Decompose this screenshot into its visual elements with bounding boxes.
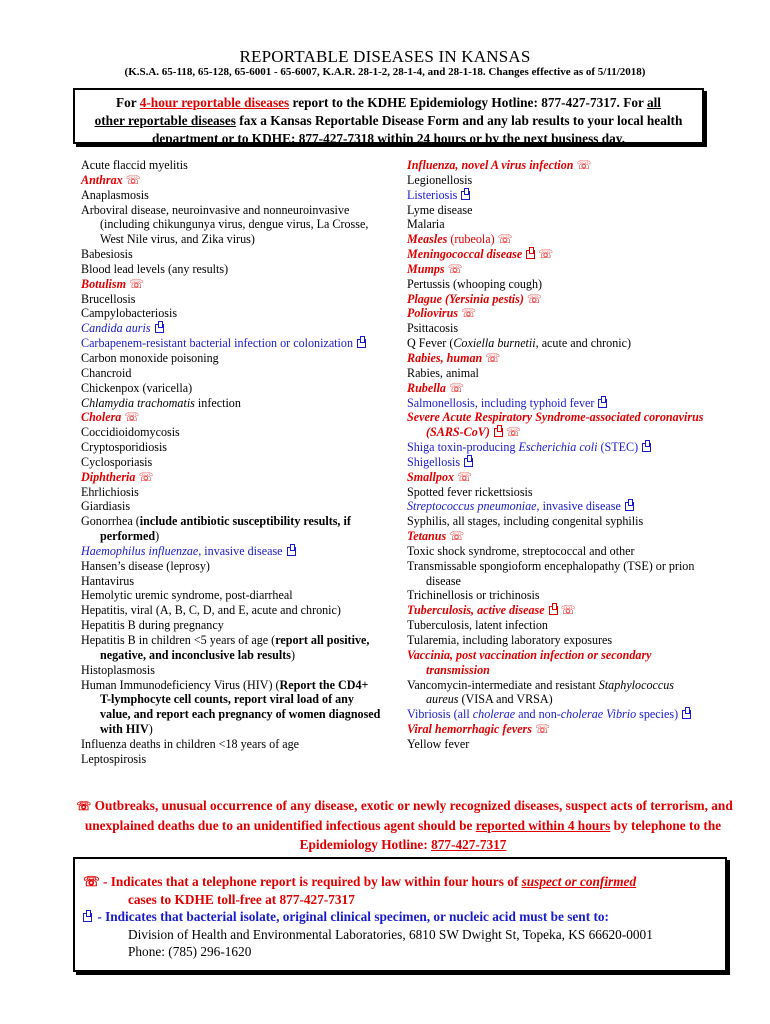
item-text: Escherichia coli — [518, 440, 598, 455]
item-text: Cryptosporidiosis — [81, 440, 168, 455]
item-text: Tularemia, including laboratory exposures — [407, 633, 613, 647]
item-text: Viral hemorrhagic fevers — [407, 722, 532, 737]
notice-all: all — [646, 95, 662, 110]
item-text: Chlamydia trachomatis — [81, 395, 195, 410]
telephone-icon: ☏ — [538, 247, 554, 262]
item-text: Staphylococcus aureus — [426, 677, 674, 707]
item-text: Anaplasmosis — [81, 187, 149, 202]
item-text: Haemophilus influenzae — [81, 543, 199, 558]
notice-text-2: report to the KDHE Epidemiology Hotline: 877-427-7317. For — [289, 95, 647, 110]
telephone-icon: ☏ — [534, 722, 550, 737]
list-item — [407, 455, 707, 470]
list-item — [81, 381, 381, 396]
item-text: Vaccinia, post vaccination infection or secondary transmission — [407, 647, 652, 677]
disease-list-column-2 — [407, 158, 707, 752]
list-item — [407, 559, 707, 589]
list-item — [407, 722, 707, 737]
item-text: (STEC) — [597, 440, 639, 455]
legend-lab-row — [83, 908, 717, 926]
notice-other-link: other reportable diseases — [94, 113, 236, 128]
lab-specimen-icon — [682, 710, 691, 719]
list-item — [407, 188, 707, 203]
list-item — [81, 396, 381, 411]
item-text: Legionellosis — [407, 172, 473, 187]
item-text: Hepatitis B during pregnancy — [81, 618, 224, 633]
disease-list-column-1 — [81, 158, 381, 767]
item-text: ) — [290, 647, 295, 662]
item-text: Poliovirus — [407, 306, 459, 321]
list-item — [81, 351, 381, 366]
telephone-icon: ☏ — [461, 306, 477, 321]
outbreak-notice — [73, 796, 733, 854]
list-item — [407, 514, 707, 529]
item-text: Leptospirosis — [81, 751, 147, 766]
list-item — [81, 737, 381, 752]
telephone-icon: ☏ — [576, 158, 592, 172]
item-text: Rubella — [407, 380, 446, 395]
legend-phone-number: Phone: (785) 296-1620 — [128, 944, 252, 959]
list-item — [407, 544, 707, 559]
item-text: Gonorrhea ( — [81, 514, 140, 529]
item-text: species) — [636, 707, 679, 722]
lab-specimen-icon — [598, 399, 607, 408]
item-text: Tuberculosis, latent infection — [407, 618, 548, 633]
telephone-icon: ☏ — [457, 469, 473, 484]
telephone-icon: ☏ — [83, 874, 100, 889]
item-text: Botulism — [81, 276, 127, 291]
list-item — [407, 306, 707, 321]
outbreak-reported: reported within 4 hours — [475, 818, 611, 833]
notice-text-1: For — [115, 95, 140, 110]
list-item — [81, 574, 381, 589]
list-item — [407, 603, 707, 618]
list-item — [407, 440, 707, 455]
item-text: Shiga toxin-producing — [407, 440, 519, 455]
list-item — [81, 618, 381, 633]
list-item — [407, 232, 707, 247]
telephone-icon: ☏ — [505, 425, 521, 440]
list-item — [407, 499, 707, 514]
outbreak-text: Outbreaks, unusual occurrence of any disease, exotic or newly recognized diseases, suspect acts of terrorism, and unexplained deaths due to an unidentified infectious agent should be — [84, 798, 733, 833]
lab-specimen-icon — [357, 339, 366, 348]
item-text: Psittacosis — [407, 321, 459, 336]
item-text: Streptococcus pneumoniae — [407, 499, 537, 514]
list-item — [407, 618, 707, 633]
item-text: Rabies, animal — [407, 365, 479, 380]
item-text: Tuberculosis, active disease — [407, 603, 545, 618]
item-text: Measles — [407, 232, 448, 247]
lab-specimen-icon — [155, 324, 164, 333]
lab-specimen-icon — [625, 502, 634, 511]
telephone-icon: ☏ — [497, 232, 513, 247]
telephone-icon: ☏ — [449, 529, 465, 544]
item-text: Campylobacteriosis — [81, 306, 178, 321]
list-item — [407, 633, 707, 648]
item-text: Lyme disease — [407, 202, 473, 217]
telephone-icon: ☏ — [138, 469, 154, 484]
item-text: , acute and chronic) — [535, 336, 631, 351]
item-text: Brucellosis — [81, 291, 136, 306]
list-item — [407, 292, 707, 307]
lab-specimen-icon — [549, 606, 558, 615]
item-text: Chickenpox (varicella) — [81, 380, 193, 395]
item-text: cholerae Vibrio — [560, 707, 637, 722]
list-item — [81, 425, 381, 440]
lab-specimen-icon — [83, 913, 92, 922]
lab-specimen-icon — [464, 458, 473, 467]
item-text: Candida auris — [81, 321, 151, 336]
telephone-icon: ☏ — [447, 261, 463, 276]
list-item — [407, 351, 707, 366]
lab-specimen-icon — [494, 428, 503, 437]
item-text: (rubeola) — [447, 232, 495, 247]
outbreak-by: by telephone to the Epidemiology Hotline: — [299, 818, 722, 852]
list-item — [81, 262, 381, 277]
item-text: cholerae — [472, 707, 516, 722]
item-text: Arboviral disease, neuroinvasive and nonneuroinvasive (including chikungunya virus, dengue virus, La Crosse, West Nile virus, and Zika virus) — [81, 202, 369, 247]
telephone-icon: ☏ — [124, 410, 140, 425]
item-text: Q Fever ( — [407, 336, 454, 351]
item-text: Carbon monoxide poisoning — [81, 350, 219, 365]
item-text: Listeriosis — [407, 187, 458, 202]
list-item — [81, 158, 381, 173]
reporting-notice-box — [73, 88, 704, 144]
item-text: , invasive disease — [198, 543, 283, 558]
list-item — [407, 158, 707, 173]
list-item — [81, 514, 381, 544]
list-item — [81, 455, 381, 470]
list-item — [407, 678, 707, 708]
list-item — [81, 633, 381, 663]
lab-specimen-icon — [642, 443, 651, 452]
list-item — [81, 544, 381, 559]
item-text: Cyclosporiasis — [81, 454, 153, 469]
list-item — [407, 277, 707, 292]
item-text: infection — [194, 395, 241, 410]
item-text: Report the CD4+ T-lymphocyte cell counts, report viral load of any value, and report each pregnancy of women diagnosed with HIV — [100, 677, 381, 737]
item-text: ) — [148, 722, 153, 737]
item-text: Diphtheria — [81, 469, 136, 484]
list-item — [407, 262, 707, 277]
list-item — [81, 485, 381, 500]
item-text: report all positive, negative, and inconclusive lab results — [100, 633, 370, 662]
item-text: Severe Acute Respiratory Syndrome-associated coronavirus (SARS-CoV) — [407, 410, 704, 440]
item-text: Mumps — [407, 261, 445, 276]
telephone-icon: ☏ — [448, 380, 464, 395]
telephone-icon: ☏ — [485, 350, 501, 365]
item-text: Toxic shock syndrome, streptococcal and other — [407, 543, 635, 558]
item-text: Influenza deaths in children <18 years of age — [81, 736, 300, 751]
legend-phone-row-2: cases to KDHE toll-free at 877-427-7317 — [128, 891, 355, 907]
item-text: Smallpox — [407, 469, 455, 484]
item-text: , invasive disease — [536, 499, 621, 514]
item-text: Coxiella burnetii — [453, 336, 536, 351]
item-text: Yellow fever — [407, 736, 470, 751]
item-text: Acute flaccid myelitis — [81, 158, 188, 172]
list-item — [81, 321, 381, 336]
list-item — [81, 277, 381, 292]
list-item — [81, 499, 381, 514]
list-item — [407, 737, 707, 752]
item-text: Vibriosis (all — [407, 707, 473, 722]
item-text: Giardiasis — [81, 499, 131, 514]
list-item — [81, 470, 381, 485]
item-text: Rabies, human — [407, 350, 483, 365]
outbreak-hotline: 877-427-7317 — [431, 837, 507, 852]
item-text: Meningococcal disease — [407, 247, 523, 262]
item-text: - Indicates that bacterial isolate, original clinical specimen, or nucleic acid must be sent to: — [97, 909, 609, 924]
item-text: Hantavirus — [81, 573, 135, 588]
item-text: (VISA and VRSA) — [458, 692, 553, 707]
item-text: Spotted fever rickettsiosis — [407, 484, 533, 499]
list-item — [81, 188, 381, 203]
list-item — [81, 247, 381, 262]
list-item — [407, 203, 707, 218]
item-text: Pertussis (whooping cough) — [407, 276, 543, 291]
notice-4hour-link: 4-hour reportable diseases — [139, 95, 290, 110]
list-item — [81, 336, 381, 351]
item-text: Blood lead levels (any results) — [81, 261, 229, 276]
item-text: Histoplasmosis — [81, 662, 155, 677]
item-text: Vancomycin-intermediate and resistant — [407, 677, 599, 692]
item-text: - Indicates that a telephone report is required by law within four hours of — [102, 874, 519, 889]
list-item — [81, 559, 381, 574]
page-subtitle: (K.S.A. 65-118, 65-128, 65-6001 - 65-6007, K.A.R. 28-1-2, 28-1-4, and 28-1-18. Changes effective as of 5/11/2018) — [124, 66, 646, 78]
list-item — [81, 292, 381, 307]
telephone-icon: ☏ — [76, 799, 92, 813]
list-item — [407, 336, 707, 351]
list-item — [407, 381, 707, 396]
item-text: Ehrlichiosis — [81, 484, 139, 499]
list-item — [81, 678, 381, 737]
item-text: Syphilis, all stages, including congenital syphilis — [407, 514, 644, 529]
list-item — [81, 663, 381, 678]
item-text: Salmonellosis, including typhoid fever — [407, 395, 595, 410]
item-text: Transmissable spongioform encephalopathy (TSE) or prion disease — [407, 558, 695, 588]
telephone-icon: ☏ — [526, 291, 542, 306]
legend-suspect: suspect or confirmed — [521, 874, 637, 889]
list-item — [407, 217, 707, 232]
legend-address: Division of Health and Environmental Laboratories, 6810 SW Dwight St, Topeka, KS 66620-0001 — [128, 926, 653, 942]
item-text: Shigellosis — [407, 454, 461, 469]
item-text: include antibiotic susceptibility results, if performed — [100, 514, 351, 544]
item-text: Malaria — [407, 217, 445, 232]
list-item — [407, 410, 707, 440]
notice-text-3: fax a Kansas Reportable Disease Form and any lab results to your local health department or to KDHE: 877-427-7318 within 24 hours or by the next business day. — [151, 113, 683, 146]
item-text: Plague (Yersinia pestis) — [407, 291, 524, 306]
item-text: Hansen’s disease (leprosy) — [81, 558, 210, 573]
list-item — [407, 396, 707, 411]
item-text: ) — [155, 529, 160, 544]
list-item — [407, 707, 707, 722]
list-item — [407, 366, 707, 381]
item-text: Tetanus — [407, 529, 447, 544]
item-text: Anthrax — [81, 172, 123, 187]
list-item — [407, 588, 707, 603]
telephone-icon: ☏ — [560, 603, 576, 618]
list-item — [81, 588, 381, 603]
lab-specimen-icon — [526, 250, 535, 259]
list-item — [407, 648, 707, 678]
item-text: Hepatitis B in children <5 years of age ( — [81, 633, 276, 647]
list-item — [81, 410, 381, 425]
item-text: Cholera — [81, 410, 122, 425]
item-text: Influenza, novel A virus infection — [407, 158, 574, 172]
item-text: Babesiosis — [81, 247, 133, 262]
lab-specimen-icon — [461, 191, 470, 200]
list-item — [407, 470, 707, 485]
list-item — [81, 173, 381, 188]
list-item — [407, 247, 707, 262]
list-item — [81, 603, 381, 618]
telephone-icon: ☏ — [129, 276, 145, 291]
item-text: Carbapenem-resistant bacterial infection or colonization — [81, 336, 353, 351]
telephone-icon: ☏ — [125, 172, 141, 187]
item-text: Hemolytic uremic syndrome, post-diarrheal — [81, 588, 293, 603]
item-text: Chancroid — [81, 365, 132, 380]
list-item — [81, 203, 381, 248]
list-item — [81, 306, 381, 321]
lab-specimen-icon — [287, 547, 296, 556]
list-item — [81, 366, 381, 381]
item-text: and non- — [515, 707, 561, 722]
item-text: Trichinellosis or trichinosis — [407, 588, 540, 603]
list-item — [407, 529, 707, 544]
list-item — [407, 173, 707, 188]
page-title: REPORTABLE DISEASES IN KANSAS — [239, 47, 531, 66]
item-text: Human Immunodeficiency Virus (HIV) ( — [81, 677, 280, 692]
item-text: Hepatitis, viral (A, B, C, D, and E, acute and chronic) — [81, 603, 341, 618]
list-item — [407, 321, 707, 336]
list-item — [407, 485, 707, 500]
item-text: Coccidioidomycosis — [81, 425, 180, 440]
list-item — [81, 440, 381, 455]
list-item — [81, 752, 381, 767]
legend-phone-row — [83, 873, 717, 891]
legend-box — [73, 857, 727, 972]
